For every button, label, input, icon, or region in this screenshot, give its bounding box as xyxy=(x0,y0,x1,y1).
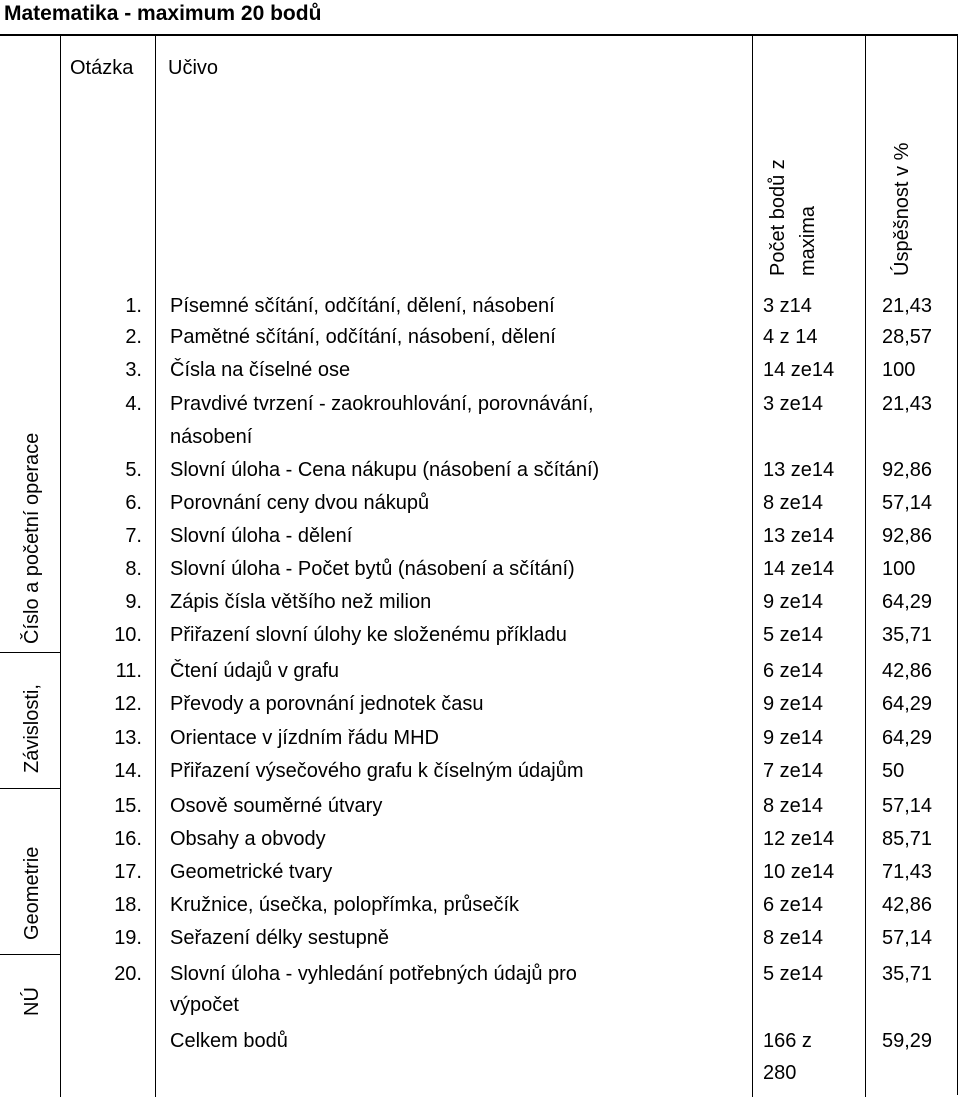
row-pocet: 9 ze14 xyxy=(763,693,824,715)
divider-pocet-column xyxy=(865,36,866,1097)
row-number: 10. xyxy=(114,624,142,646)
total-label: Celkem bodů xyxy=(170,1030,288,1052)
divider-otazka-column xyxy=(155,36,156,1097)
row-pocet: 7 ze14 xyxy=(763,760,824,782)
row-number: 16. xyxy=(114,828,142,850)
row-uspesnost: 42,86 xyxy=(882,894,933,916)
row-number: 19. xyxy=(114,927,142,949)
row-uspesnost: 85,71 xyxy=(882,828,933,850)
row-number: 11. xyxy=(115,660,142,682)
page-title: Matematika - maximum 20 bodů xyxy=(4,2,322,25)
divider-ucivo-column xyxy=(752,36,753,1097)
header-pocet-line1: Počet bodů z xyxy=(767,159,789,276)
row-uspesnost: 57,14 xyxy=(882,927,933,949)
row-ucivo: Obsahy a obvody xyxy=(170,828,326,850)
row-uspesnost: 57,14 xyxy=(882,795,933,817)
row-pocet: 5 ze14 xyxy=(763,963,824,985)
header-otazka: Otázka xyxy=(70,57,134,79)
row-number: 4. xyxy=(125,393,142,415)
row-number: 20. xyxy=(114,963,142,985)
row-ucivo: Přiřazení výsečového grafu k číselným údajům xyxy=(170,760,584,782)
row-number: 3. xyxy=(125,359,142,381)
row-uspesnost: 50 xyxy=(882,760,905,782)
row-uspesnost: 71,43 xyxy=(882,861,933,883)
row-ucivo: Čísla na číselné ose xyxy=(170,359,351,381)
row-pocet: 8 ze14 xyxy=(763,927,824,949)
row-ucivo: Pravdivé tvrzení - zaokrouhlování, porovnávání, xyxy=(170,393,594,415)
row-pocet: 8 ze14 xyxy=(763,795,824,817)
header-ucivo: Učivo xyxy=(168,57,219,79)
row-number: 14. xyxy=(114,760,142,782)
row-ucivo: Pamětné sčítání, odčítání, násobení, dělení xyxy=(170,326,556,348)
row-pocet: 6 ze14 xyxy=(763,894,824,916)
row-pocet: 14 ze14 xyxy=(763,558,835,580)
group-separator xyxy=(0,954,60,955)
row-uspesnost: 100 xyxy=(882,558,916,580)
row-uspesnost: 35,71 xyxy=(882,963,933,985)
row-pocet: 5 ze14 xyxy=(763,624,824,646)
row-ucivo: Čtení údajů v grafu xyxy=(170,660,339,682)
row-ucivo-continued: výpočet xyxy=(170,994,239,1016)
group-zavislosti-label: Závislosti, xyxy=(21,684,43,773)
group-separator xyxy=(0,788,60,789)
row-pocet: 9 ze14 xyxy=(763,727,824,749)
row-pocet: 3 ze14 xyxy=(763,393,824,415)
row-uspesnost: 21,43 xyxy=(882,393,933,415)
row-uspesnost: 21,43 xyxy=(882,295,933,317)
row-pocet: 6 ze14 xyxy=(763,660,824,682)
row-uspesnost: 57,14 xyxy=(882,492,933,514)
row-pocet: 10 ze14 xyxy=(763,861,835,883)
row-ucivo: Slovní úloha - dělení xyxy=(170,525,353,547)
row-ucivo: Slovní úloha - Počet bytů (násobení a sčítání) xyxy=(170,558,575,580)
row-number: 5. xyxy=(125,459,142,481)
group-separator xyxy=(0,652,60,653)
row-pocet: 9 ze14 xyxy=(763,591,824,613)
row-pocet: 14 ze14 xyxy=(763,359,835,381)
row-number: 12. xyxy=(114,693,142,715)
row-number: 15. xyxy=(114,795,142,817)
row-uspesnost: 100 xyxy=(882,359,916,381)
row-pocet: 8 ze14 xyxy=(763,492,824,514)
group-cislo-label: Číslo a početní operace xyxy=(21,432,43,644)
row-number: 17. xyxy=(114,861,142,883)
row-uspesnost: 64,29 xyxy=(882,727,933,749)
row-uspesnost: 42,86 xyxy=(882,660,933,682)
row-number: 7. xyxy=(125,525,142,547)
row-uspesnost: 28,57 xyxy=(882,326,933,348)
row-ucivo: Osově souměrné útvary xyxy=(170,795,383,817)
row-ucivo-continued: násobení xyxy=(170,426,253,448)
row-pocet: 4 z 14 xyxy=(763,326,818,348)
row-number: 9. xyxy=(125,591,142,613)
row-number: 6. xyxy=(125,492,142,514)
row-uspesnost: 92,86 xyxy=(882,459,933,481)
row-number: 2. xyxy=(125,326,142,348)
group-geometrie-label: Geometrie xyxy=(21,846,43,940)
row-number: 13. xyxy=(114,727,142,749)
row-ucivo: Orientace v jízdním řádu MHD xyxy=(170,727,439,749)
total-pocet-line1: 166 z xyxy=(763,1030,812,1052)
row-pocet: 3 z14 xyxy=(763,295,812,317)
row-uspesnost: 64,29 xyxy=(882,591,933,613)
group-nu-label: NÚ xyxy=(21,987,43,1016)
row-ucivo: Zápis čísla většího než milion xyxy=(170,591,432,613)
row-ucivo: Převody a porovnání jednotek času xyxy=(170,693,484,715)
row-ucivo: Slovní úloha - vyhledání potřebných údajů pro xyxy=(170,963,577,985)
row-uspesnost: 64,29 xyxy=(882,693,933,715)
row-uspesnost: 92,86 xyxy=(882,525,933,547)
total-pocet-line2: 280 xyxy=(763,1062,797,1084)
row-pocet: 12 ze14 xyxy=(763,828,835,850)
row-ucivo: Přiřazení slovní úlohy ke složenému příkladu xyxy=(170,624,567,646)
row-number: 8. xyxy=(125,558,142,580)
row-ucivo: Porovnání ceny dvou nákupů xyxy=(170,492,430,514)
row-ucivo: Geometrické tvary xyxy=(170,861,333,883)
row-pocet: 13 ze14 xyxy=(763,459,835,481)
row-pocet: 13 ze14 xyxy=(763,525,835,547)
total-uspesnost: 59,29 xyxy=(882,1030,933,1052)
header-uspesnost: Úspěšnost v % xyxy=(891,142,913,276)
row-ucivo: Kružnice, úsečka, polopřímka, průsečík xyxy=(170,894,520,916)
header-pocet-line2: maxima xyxy=(797,205,819,276)
row-ucivo: Seřazení délky sestupně xyxy=(170,927,390,949)
row-ucivo: Písemné sčítání, odčítání, dělení, násobení xyxy=(170,295,555,317)
row-number: 1. xyxy=(125,295,142,317)
row-number: 18. xyxy=(114,894,142,916)
row-uspesnost: 35,71 xyxy=(882,624,933,646)
row-ucivo: Slovní úloha - Cena nákupu (násobení a sčítání) xyxy=(170,459,600,481)
